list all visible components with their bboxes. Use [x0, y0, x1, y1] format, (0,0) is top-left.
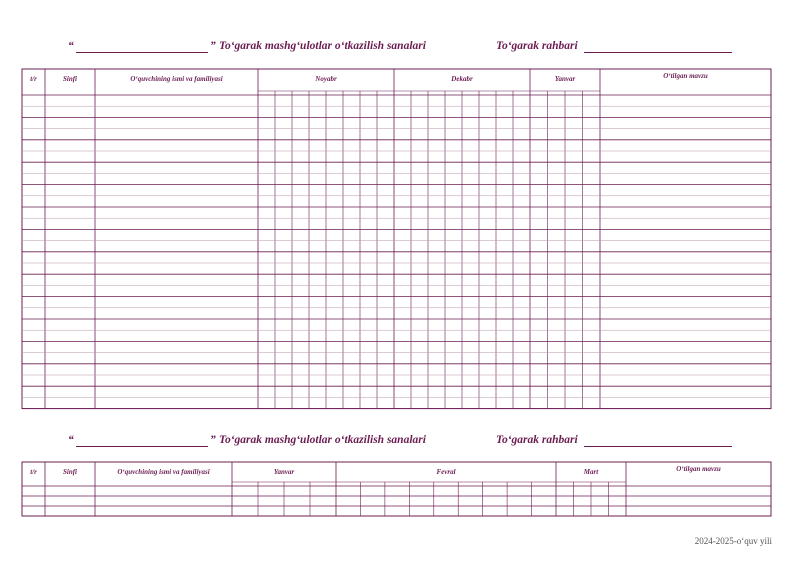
sheet2-close-quote: ” — [210, 434, 216, 446]
sheet1-title: To‘garak mashg‘ulotlar o‘tkazilish sanalari — [219, 40, 426, 52]
column-header-num: t/r — [30, 468, 37, 476]
month-header-2: Dekabr — [451, 75, 473, 83]
month-header-1: Noyabr — [315, 75, 337, 83]
column-header-class: Sinfi — [62, 468, 78, 476]
sheet1-leader-label: To‘garak rahbari — [496, 40, 578, 52]
sheet2-title: To‘garak mashg‘ulotlar o‘tkazilish sanalari — [219, 434, 426, 446]
table-row[interactable] — [22, 386, 771, 397]
table-row[interactable] — [22, 252, 771, 263]
column-header-topic: O‘tilgan mavzu — [676, 465, 721, 473]
column-header-topic: O‘tilgan mavzu — [663, 72, 708, 80]
month-header-2: Fevral — [436, 468, 456, 476]
table-row[interactable] — [22, 241, 771, 252]
sheet2-circle-name-blank[interactable] — [76, 446, 208, 447]
month-header-1: Yanvar — [273, 468, 295, 476]
sheet1-close-quote: ” — [210, 40, 216, 52]
table-row[interactable] — [22, 274, 771, 285]
table-row[interactable] — [22, 185, 771, 196]
table-row[interactable] — [22, 229, 771, 240]
sheet2-open-quote: “ — [68, 434, 74, 446]
table-row[interactable] — [22, 95, 771, 106]
sheet1-circle-name-blank[interactable] — [76, 52, 208, 53]
table-row[interactable] — [22, 486, 771, 496]
column-header-name: O‘quvchining ismi va familiyasi — [130, 75, 223, 83]
sheet2-attendance-table — [0, 458, 800, 518]
table-row[interactable] — [22, 173, 771, 184]
sheet1-attendance-table — [0, 65, 800, 410]
academic-year-label: 2024-2025-o‘quv yili — [694, 536, 772, 546]
table-row[interactable] — [22, 129, 771, 140]
table-row[interactable] — [22, 106, 771, 117]
table-row[interactable] — [22, 207, 771, 218]
table-row[interactable] — [22, 285, 771, 296]
table-row[interactable] — [22, 506, 771, 516]
table-row[interactable] — [22, 162, 771, 173]
sheet2-leader-label: To‘garak rahbari — [496, 434, 578, 446]
table-row[interactable] — [22, 496, 771, 506]
table-row[interactable] — [22, 140, 771, 151]
sheet1-open-quote: “ — [68, 40, 74, 52]
sheet1-heading — [0, 40, 800, 62]
month-header-3: Mart — [583, 468, 599, 476]
column-header-num: t/r — [30, 75, 37, 83]
table-row[interactable] — [22, 151, 771, 162]
sheet2-leader-blank[interactable] — [584, 446, 732, 447]
table-row[interactable] — [22, 341, 771, 352]
table-row[interactable] — [22, 263, 771, 274]
table-row[interactable] — [22, 218, 771, 229]
table-row[interactable] — [22, 397, 771, 408]
table-row[interactable] — [22, 117, 771, 128]
month-header-3: Yanvar — [554, 75, 576, 83]
table-row[interactable] — [22, 353, 771, 364]
table-row[interactable] — [22, 375, 771, 386]
column-header-name: O‘quvchining ismi va familiyasi — [117, 468, 210, 476]
table-row[interactable] — [22, 297, 771, 308]
table-row[interactable] — [22, 330, 771, 341]
table-row[interactable] — [22, 196, 771, 207]
sheet1-leader-blank[interactable] — [584, 52, 732, 53]
sheet2-heading — [0, 434, 800, 456]
column-header-class: Sinfi — [62, 75, 78, 83]
table-row[interactable] — [22, 308, 771, 319]
table-row[interactable] — [22, 319, 771, 330]
table-row[interactable] — [22, 364, 771, 375]
